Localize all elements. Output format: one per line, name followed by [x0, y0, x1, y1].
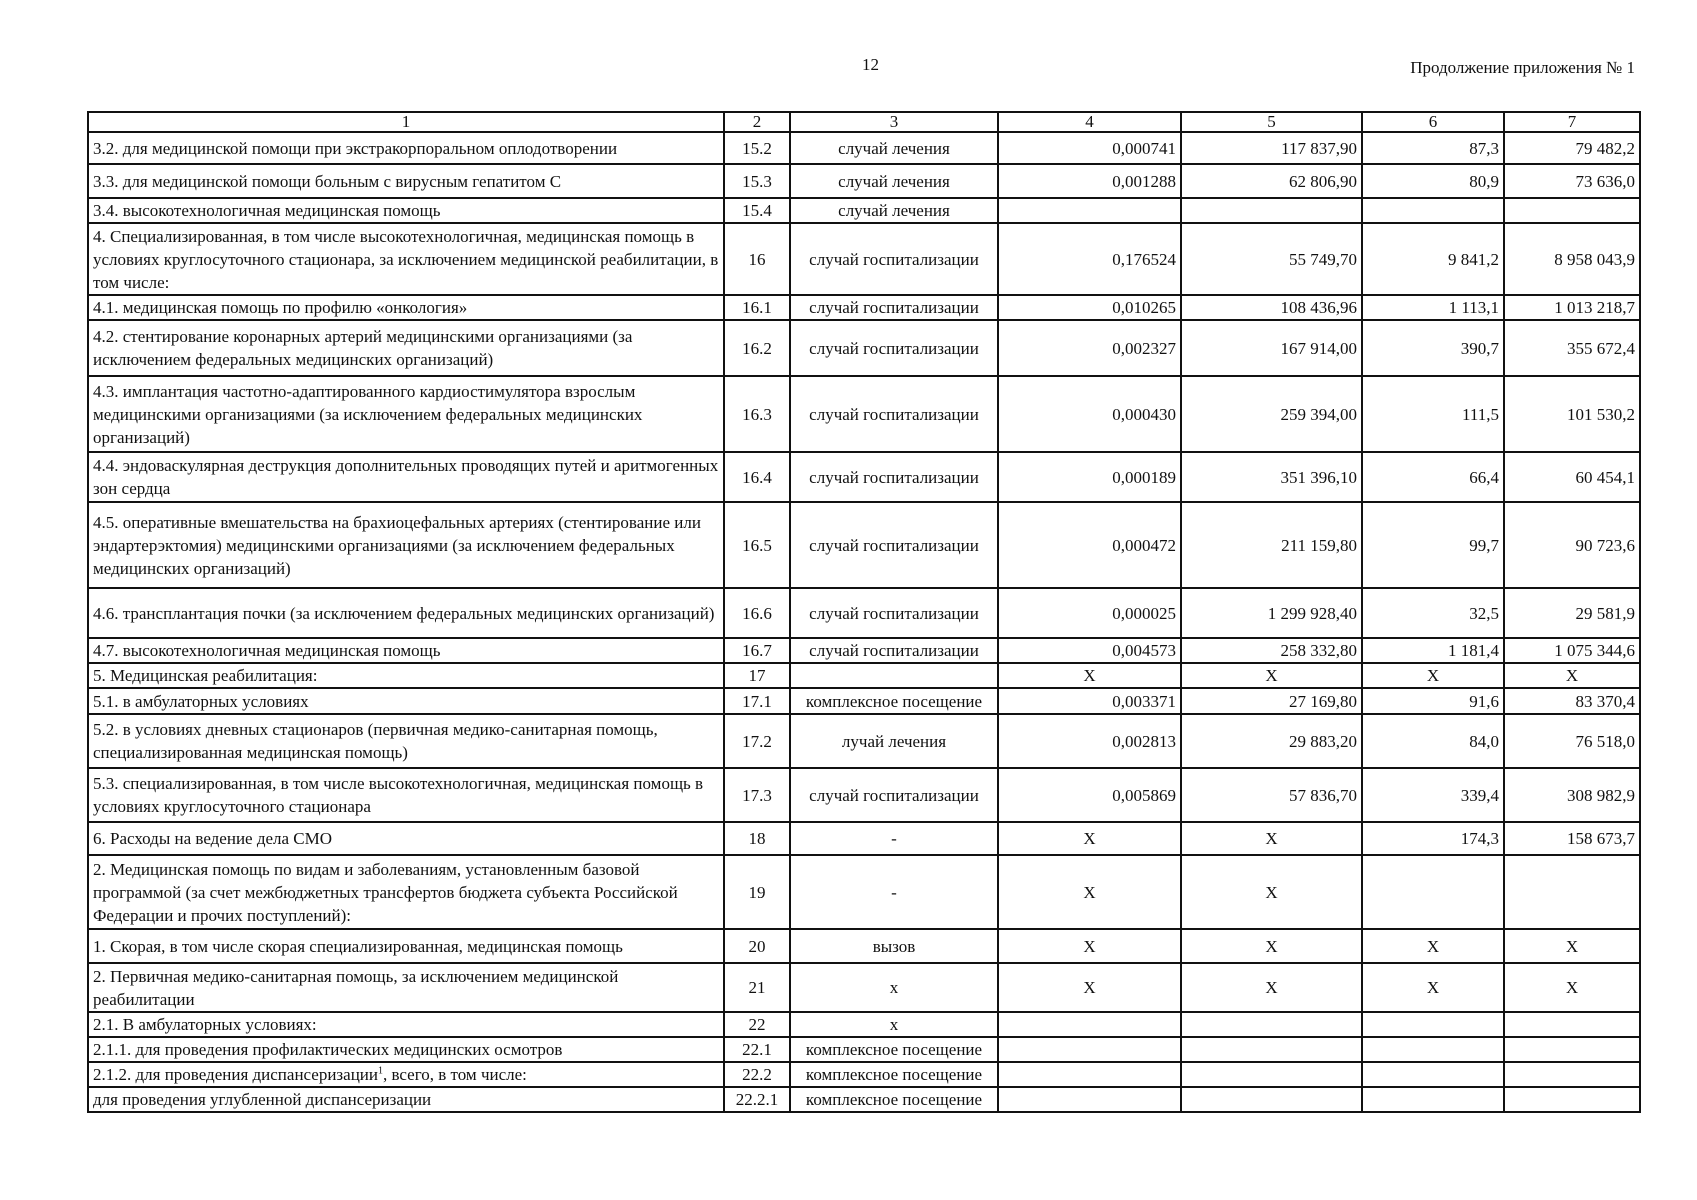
value-cell: 0,001288 [998, 164, 1181, 198]
table-row [88, 768, 1640, 822]
value-cell [998, 1012, 1181, 1037]
row-label: 2. Первичная медико-санитарная помощь, за исключением медицинской реабилитации [88, 963, 724, 1012]
row-label: 1. Скорая, в том числе скорая специализированная, медицинская помощь [88, 929, 724, 963]
value-cell: X [1181, 929, 1362, 963]
value-cell: X [1181, 822, 1362, 855]
row-label-text: , всего, в том числе: [383, 1065, 527, 1084]
row-label: 3.3. для медицинской помощи больным с вирусным гепатитом С [88, 164, 724, 198]
value-cell: 55 749,70 [1181, 223, 1362, 295]
value-cell: X [998, 929, 1181, 963]
column-header: 6 [1362, 112, 1504, 132]
value-cell: X [998, 963, 1181, 1012]
table-row [88, 588, 1640, 638]
unit-cell: случай госпитализации [790, 768, 998, 822]
unit-cell: лучай лечения [790, 714, 998, 768]
unit-cell: случай госпитализации [790, 295, 998, 320]
value-cell [998, 1037, 1181, 1062]
table-row [88, 963, 1640, 1012]
value-cell: 308 982,9 [1504, 768, 1640, 822]
row-label: для проведения углубленной диспансеризации [88, 1087, 724, 1112]
value-cell: 27 169,80 [1181, 688, 1362, 714]
value-cell: X [1362, 963, 1504, 1012]
column-header: 7 [1504, 112, 1640, 132]
value-cell: 0,010265 [998, 295, 1181, 320]
value-cell: X [1362, 663, 1504, 688]
value-cell [1504, 1087, 1640, 1112]
table-row [88, 929, 1640, 963]
value-cell: 80,9 [1362, 164, 1504, 198]
row-code: 15.2 [724, 132, 790, 164]
value-cell: 29 581,9 [1504, 588, 1640, 638]
unit-cell: случай лечения [790, 164, 998, 198]
table-row [88, 376, 1640, 452]
table-row [88, 1062, 1640, 1087]
value-cell [1181, 1087, 1362, 1112]
value-cell: 66,4 [1362, 452, 1504, 502]
value-cell: 73 636,0 [1504, 164, 1640, 198]
row-label-text: 2.1.2. для проведения диспансеризации [93, 1065, 378, 1084]
value-cell: 0,004573 [998, 638, 1181, 663]
value-cell: 259 394,00 [1181, 376, 1362, 452]
value-cell: 211 159,80 [1181, 502, 1362, 588]
value-cell: 108 436,96 [1181, 295, 1362, 320]
value-cell: 0,003371 [998, 688, 1181, 714]
row-code: 16.4 [724, 452, 790, 502]
unit-cell: комплексное посещение [790, 688, 998, 714]
row-label: 4.7. высокотехнологичная медицинская помощь [88, 638, 724, 663]
value-cell: 84,0 [1362, 714, 1504, 768]
row-code: 17.3 [724, 768, 790, 822]
table-row [88, 223, 1640, 295]
row-code: 22.1 [724, 1037, 790, 1062]
table-row [88, 132, 1640, 164]
value-cell: 1 075 344,6 [1504, 638, 1640, 663]
table-row [88, 822, 1640, 855]
row-label: 5.3. специализированная, в том числе высокотехнологичная, медицинская помощь в условиях круглосуточного стационара [88, 768, 724, 822]
row-code: 17.1 [724, 688, 790, 714]
appendix-note: Продолжение приложения № 1 [1410, 58, 1635, 77]
value-cell: 99,7 [1362, 502, 1504, 588]
value-cell [1504, 1037, 1640, 1062]
value-cell: 351 396,10 [1181, 452, 1362, 502]
table-row [88, 663, 1640, 688]
value-cell [1504, 1012, 1640, 1037]
value-cell [1181, 1037, 1362, 1062]
row-label: 2. Медицинская помощь по видам и заболеваниям, установленным базовой программой (за счет межбюджетных трансфертов бюджета субъекта Российской Федерации и прочих поступлений): [88, 855, 724, 929]
column-header: 2 [724, 112, 790, 132]
value-cell: 62 806,90 [1181, 164, 1362, 198]
value-cell [1181, 1012, 1362, 1037]
value-cell: 339,4 [1362, 768, 1504, 822]
value-cell: 32,5 [1362, 588, 1504, 638]
value-cell: 90 723,6 [1504, 502, 1640, 588]
value-cell: X [1504, 663, 1640, 688]
value-cell: 87,3 [1362, 132, 1504, 164]
unit-cell: комплексное посещение [790, 1062, 998, 1087]
table-row [88, 295, 1640, 320]
value-cell: 79 482,2 [1504, 132, 1640, 164]
value-cell: 1 013 218,7 [1504, 295, 1640, 320]
row-code: 22 [724, 1012, 790, 1037]
value-cell [1362, 1037, 1504, 1062]
row-code: 16.1 [724, 295, 790, 320]
row-code: 17.2 [724, 714, 790, 768]
table-row [88, 1012, 1640, 1037]
row-code: 15.3 [724, 164, 790, 198]
value-cell [998, 1087, 1181, 1112]
value-cell: 0,000741 [998, 132, 1181, 164]
table-row [88, 502, 1640, 588]
value-cell [998, 1062, 1181, 1087]
value-cell: 0,176524 [998, 223, 1181, 295]
value-cell: 0,000025 [998, 588, 1181, 638]
unit-cell: х [790, 963, 998, 1012]
table-row [88, 1087, 1640, 1112]
value-cell: 117 837,90 [1181, 132, 1362, 164]
table-row [88, 452, 1640, 502]
value-cell: X [1504, 929, 1640, 963]
value-cell: 1 113,1 [1362, 295, 1504, 320]
value-cell: X [1181, 663, 1362, 688]
row-code: 16.7 [724, 638, 790, 663]
value-cell [1504, 1062, 1640, 1087]
column-header: 3 [790, 112, 998, 132]
unit-cell: случай лечения [790, 132, 998, 164]
row-label: 4.6. трансплантация почки (за исключением федеральных медицинских организаций) [88, 588, 724, 638]
value-cell: 76 518,0 [1504, 714, 1640, 768]
value-cell: 1 299 928,40 [1181, 588, 1362, 638]
table-header-row [88, 112, 1640, 132]
row-label: 5.2. в условиях дневных стационаров (первичная медико-санитарная помощь, специализированная медицинская помощь) [88, 714, 724, 768]
unit-cell [790, 663, 998, 688]
value-cell: 8 958 043,9 [1504, 223, 1640, 295]
unit-cell: случай госпитализации [790, 588, 998, 638]
unit-cell: случай госпитализации [790, 223, 998, 295]
footnote-mark: 1 [378, 1065, 383, 1077]
value-cell: 111,5 [1362, 376, 1504, 452]
value-cell [1181, 198, 1362, 223]
unit-cell: случай госпитализации [790, 452, 998, 502]
value-cell: 9 841,2 [1362, 223, 1504, 295]
unit-cell: случай госпитализации [790, 320, 998, 376]
table-row [88, 320, 1640, 376]
value-cell: X [1181, 963, 1362, 1012]
row-code: 16 [724, 223, 790, 295]
value-cell: 91,6 [1362, 688, 1504, 714]
value-cell: 0,000189 [998, 452, 1181, 502]
unit-cell: случай госпитализации [790, 502, 998, 588]
row-label: 4. Специализированная, в том числе высокотехнологичная, медицинская помощь в условиях круглосуточного стационара, за исключением медицинской реабилитации, в том числе: [88, 223, 724, 295]
value-cell [998, 198, 1181, 223]
value-cell: 0,000430 [998, 376, 1181, 452]
value-cell: X [1504, 963, 1640, 1012]
row-code: 15.4 [724, 198, 790, 223]
table-row [88, 638, 1640, 663]
row-label: 3.4. высокотехнологичная медицинская помощь [88, 198, 724, 223]
value-cell: 60 454,1 [1504, 452, 1640, 502]
value-cell: 57 836,70 [1181, 768, 1362, 822]
row-code: 20 [724, 929, 790, 963]
value-cell: 390,7 [1362, 320, 1504, 376]
table-row [88, 714, 1640, 768]
row-label: 5. Медицинская реабилитация: [88, 663, 724, 688]
row-label: 4.1. медицинская помощь по профилю «онкология» [88, 295, 724, 320]
unit-cell: х [790, 1012, 998, 1037]
column-header: 4 [998, 112, 1181, 132]
row-label: 4.4. эндоваскулярная деструкция дополнительных проводящих путей и аритмогенных зон сердца [88, 452, 724, 502]
value-cell: X [998, 822, 1181, 855]
value-cell: X [998, 663, 1181, 688]
value-cell: 83 370,4 [1504, 688, 1640, 714]
data-table [87, 111, 1641, 1113]
row-label: 4.5. оперативные вмешательства на брахиоцефальных артериях (стентирование или эндартерэктомия) медицинскими организациями (за исключением федеральных медицинских организаций) [88, 502, 724, 588]
value-cell: 167 914,00 [1181, 320, 1362, 376]
row-code: 19 [724, 855, 790, 929]
unit-cell: комплексное посещение [790, 1037, 998, 1062]
value-cell [1362, 1087, 1504, 1112]
row-code: 17 [724, 663, 790, 688]
row-label: 2.1. В амбулаторных условиях: [88, 1012, 724, 1037]
row-code: 22.2.1 [724, 1087, 790, 1112]
value-cell [1362, 1062, 1504, 1087]
page-number: 12 [862, 55, 879, 74]
value-cell [1362, 198, 1504, 223]
unit-cell: - [790, 822, 998, 855]
row-code: 16.2 [724, 320, 790, 376]
column-header: 5 [1181, 112, 1362, 132]
row-label: 4.2. стентирование коронарных артерий медицинскими организациями (за исключением федеральных медицинских организаций) [88, 320, 724, 376]
value-cell: X [998, 855, 1181, 929]
value-cell: 0,005869 [998, 768, 1181, 822]
value-cell: 0,002327 [998, 320, 1181, 376]
row-label [88, 1062, 724, 1087]
unit-cell: случай лечения [790, 198, 998, 223]
value-cell [1181, 1062, 1362, 1087]
value-cell: X [1181, 855, 1362, 929]
value-cell [1504, 855, 1640, 929]
value-cell: 1 181,4 [1362, 638, 1504, 663]
column-header: 1 [88, 112, 724, 132]
value-cell: 101 530,2 [1504, 376, 1640, 452]
value-cell: 0,002813 [998, 714, 1181, 768]
table-row [88, 1037, 1640, 1062]
row-code: 18 [724, 822, 790, 855]
value-cell: 174,3 [1362, 822, 1504, 855]
table-row [88, 164, 1640, 198]
value-cell: X [1362, 929, 1504, 963]
value-cell [1504, 198, 1640, 223]
row-code: 16.3 [724, 376, 790, 452]
unit-cell: вызов [790, 929, 998, 963]
value-cell: 29 883,20 [1181, 714, 1362, 768]
row-code: 16.5 [724, 502, 790, 588]
table-row [88, 688, 1640, 714]
value-cell: 158 673,7 [1504, 822, 1640, 855]
table-row [88, 855, 1640, 929]
row-code: 21 [724, 963, 790, 1012]
value-cell [1362, 855, 1504, 929]
unit-cell: - [790, 855, 998, 929]
table-row [88, 198, 1640, 223]
value-cell: 0,000472 [998, 502, 1181, 588]
unit-cell: случай госпитализации [790, 638, 998, 663]
row-label: 2.1.1. для проведения профилактических медицинских осмотров [88, 1037, 724, 1062]
unit-cell: случай госпитализации [790, 376, 998, 452]
value-cell: 355 672,4 [1504, 320, 1640, 376]
row-label: 3.2. для медицинской помощи при экстракорпоральном оплодотворении [88, 132, 724, 164]
value-cell: 258 332,80 [1181, 638, 1362, 663]
value-cell [1362, 1012, 1504, 1037]
unit-cell: комплексное посещение [790, 1087, 998, 1112]
row-code: 22.2 [724, 1062, 790, 1087]
row-label: 6. Расходы на ведение дела СМО [88, 822, 724, 855]
row-label: 5.1. в амбулаторных условиях [88, 688, 724, 714]
row-label: 4.3. имплантация частотно-адаптированного кардиостимулятора взрослым медицинскими организациями (за исключением федеральных медицинских организаций) [88, 376, 724, 452]
row-code: 16.6 [724, 588, 790, 638]
